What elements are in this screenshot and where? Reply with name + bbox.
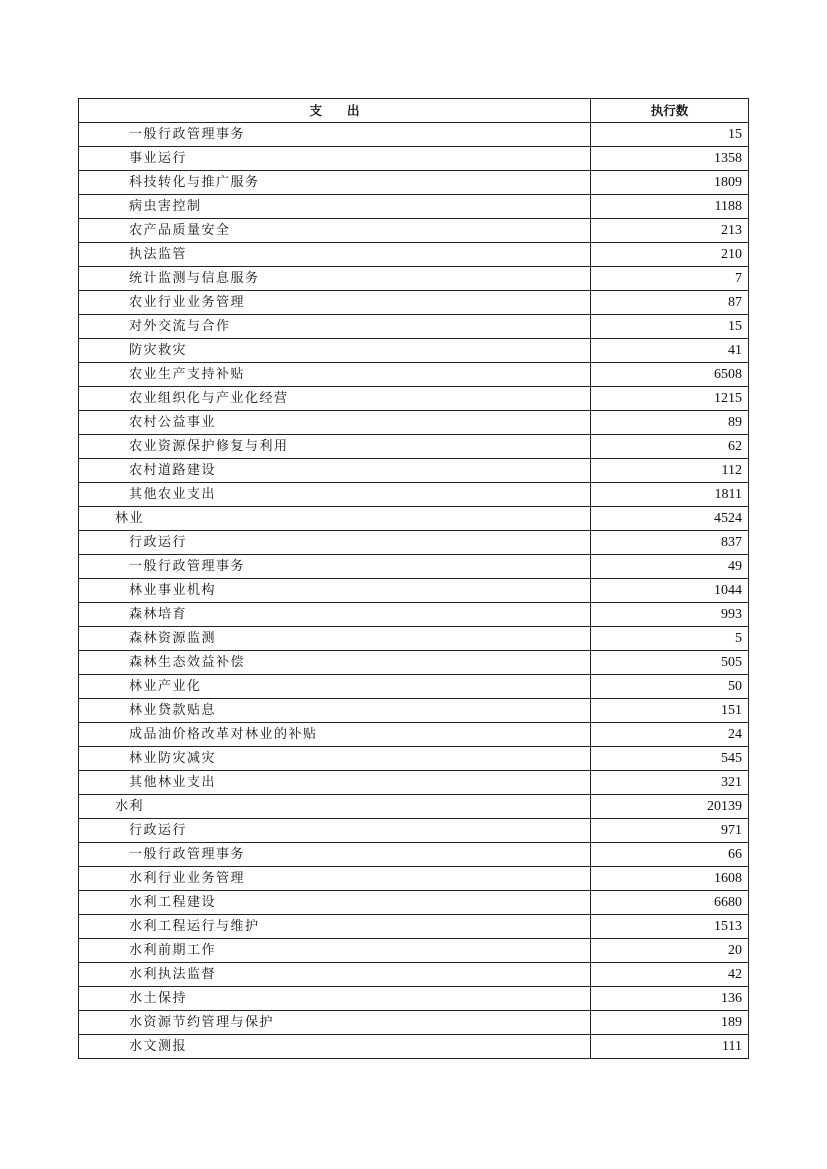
table-row bbox=[79, 891, 749, 915]
table-header-row bbox=[79, 99, 749, 123]
table-row bbox=[79, 699, 749, 723]
row-item-value: 505 bbox=[591, 651, 749, 675]
row-item-value: 213 bbox=[591, 219, 749, 243]
row-item-value: 1608 bbox=[591, 867, 749, 891]
row-item-value: 7 bbox=[591, 267, 749, 291]
table-row bbox=[79, 987, 749, 1011]
row-item-value: 66 bbox=[591, 843, 749, 867]
table-row bbox=[79, 795, 749, 819]
row-item-name: 林业产业化 bbox=[79, 675, 591, 699]
row-item-name: 森林培育 bbox=[79, 603, 591, 627]
row-item-value: 993 bbox=[591, 603, 749, 627]
row-item-name: 农产品质量安全 bbox=[79, 219, 591, 243]
header-expenditure: 支 出 bbox=[79, 99, 591, 123]
row-item-value: 136 bbox=[591, 987, 749, 1011]
row-item-value: 4524 bbox=[591, 507, 749, 531]
table-row bbox=[79, 363, 749, 387]
table-row bbox=[79, 339, 749, 363]
table-row bbox=[79, 195, 749, 219]
row-item-value: 50 bbox=[591, 675, 749, 699]
table-row bbox=[79, 819, 749, 843]
row-item-value: 837 bbox=[591, 531, 749, 555]
row-item-name: 水利前期工作 bbox=[79, 939, 591, 963]
table-row bbox=[79, 483, 749, 507]
row-item-name: 农业资源保护修复与利用 bbox=[79, 435, 591, 459]
row-item-value: 151 bbox=[591, 699, 749, 723]
table-row bbox=[79, 147, 749, 171]
row-item-value: 6508 bbox=[591, 363, 749, 387]
row-item-value: 41 bbox=[591, 339, 749, 363]
row-item-name: 水利 bbox=[79, 795, 591, 819]
row-item-value: 1809 bbox=[591, 171, 749, 195]
table-row bbox=[79, 771, 749, 795]
row-item-name: 水土保持 bbox=[79, 987, 591, 1011]
row-item-name: 农业生产支持补贴 bbox=[79, 363, 591, 387]
row-item-name: 一般行政管理事务 bbox=[79, 843, 591, 867]
row-item-value: 20139 bbox=[591, 795, 749, 819]
row-item-value: 1513 bbox=[591, 915, 749, 939]
row-item-name: 科技转化与推广服务 bbox=[79, 171, 591, 195]
table-row bbox=[79, 171, 749, 195]
table-row bbox=[79, 531, 749, 555]
table-row bbox=[79, 459, 749, 483]
row-item-value: 321 bbox=[591, 771, 749, 795]
table-row bbox=[79, 411, 749, 435]
row-item-name: 统计监测与信息服务 bbox=[79, 267, 591, 291]
table-row bbox=[79, 507, 749, 531]
table-row bbox=[79, 627, 749, 651]
row-item-value: 971 bbox=[591, 819, 749, 843]
row-item-value: 15 bbox=[591, 315, 749, 339]
row-item-value: 1358 bbox=[591, 147, 749, 171]
table-row bbox=[79, 291, 749, 315]
table-row bbox=[79, 1035, 749, 1059]
table-row bbox=[79, 1011, 749, 1035]
table-row bbox=[79, 603, 749, 627]
row-item-name: 林业防灾减灾 bbox=[79, 747, 591, 771]
table-row bbox=[79, 315, 749, 339]
row-item-value: 210 bbox=[591, 243, 749, 267]
row-item-name: 林业事业机构 bbox=[79, 579, 591, 603]
table-body bbox=[79, 123, 749, 1059]
row-item-value: 20 bbox=[591, 939, 749, 963]
table-row bbox=[79, 435, 749, 459]
row-item-value: 112 bbox=[591, 459, 749, 483]
table-row bbox=[79, 267, 749, 291]
table-row bbox=[79, 579, 749, 603]
row-item-value: 42 bbox=[591, 963, 749, 987]
row-item-name: 成品油价格改革对林业的补贴 bbox=[79, 723, 591, 747]
table-row bbox=[79, 747, 749, 771]
row-item-name: 水资源节约管理与保护 bbox=[79, 1011, 591, 1035]
row-item-name: 水利行业业务管理 bbox=[79, 867, 591, 891]
row-item-name: 森林生态效益补偿 bbox=[79, 651, 591, 675]
row-item-name: 一般行政管理事务 bbox=[79, 555, 591, 579]
table-row bbox=[79, 843, 749, 867]
row-item-name: 林业 bbox=[79, 507, 591, 531]
table-row bbox=[79, 243, 749, 267]
row-item-name: 水利执法监督 bbox=[79, 963, 591, 987]
table-row bbox=[79, 723, 749, 747]
table-row bbox=[79, 963, 749, 987]
row-item-name: 执法监管 bbox=[79, 243, 591, 267]
table-row bbox=[79, 867, 749, 891]
row-item-name: 病虫害控制 bbox=[79, 195, 591, 219]
row-item-value: 1215 bbox=[591, 387, 749, 411]
row-item-name: 行政运行 bbox=[79, 819, 591, 843]
row-item-name: 水文测报 bbox=[79, 1035, 591, 1059]
row-item-value: 49 bbox=[591, 555, 749, 579]
row-item-name: 一般行政管理事务 bbox=[79, 123, 591, 147]
row-item-name: 农村公益事业 bbox=[79, 411, 591, 435]
row-item-value: 5 bbox=[591, 627, 749, 651]
row-item-name: 农业组织化与产业化经营 bbox=[79, 387, 591, 411]
row-item-name: 森林资源监测 bbox=[79, 627, 591, 651]
row-item-name: 农业行业业务管理 bbox=[79, 291, 591, 315]
row-item-name: 农村道路建设 bbox=[79, 459, 591, 483]
row-item-name: 其他农业支出 bbox=[79, 483, 591, 507]
row-item-value: 87 bbox=[591, 291, 749, 315]
table-row bbox=[79, 675, 749, 699]
row-item-name: 水利工程建设 bbox=[79, 891, 591, 915]
row-item-name: 防灾救灾 bbox=[79, 339, 591, 363]
row-item-name: 对外交流与合作 bbox=[79, 315, 591, 339]
row-item-name: 水利工程运行与维护 bbox=[79, 915, 591, 939]
table-row bbox=[79, 555, 749, 579]
table-row bbox=[79, 915, 749, 939]
row-item-value: 6680 bbox=[591, 891, 749, 915]
row-item-value: 545 bbox=[591, 747, 749, 771]
row-item-name: 事业运行 bbox=[79, 147, 591, 171]
row-item-value: 189 bbox=[591, 1011, 749, 1035]
expenditure-table-container bbox=[78, 98, 748, 1059]
row-item-name: 其他林业支出 bbox=[79, 771, 591, 795]
table-row bbox=[79, 939, 749, 963]
row-item-value: 62 bbox=[591, 435, 749, 459]
row-item-value: 1811 bbox=[591, 483, 749, 507]
row-item-value: 111 bbox=[591, 1035, 749, 1059]
table-row bbox=[79, 123, 749, 147]
row-item-value: 89 bbox=[591, 411, 749, 435]
table-row bbox=[79, 651, 749, 675]
table-row bbox=[79, 219, 749, 243]
row-item-name: 林业贷款贴息 bbox=[79, 699, 591, 723]
row-item-value: 15 bbox=[591, 123, 749, 147]
row-item-value: 24 bbox=[591, 723, 749, 747]
table-row bbox=[79, 387, 749, 411]
row-item-name: 行政运行 bbox=[79, 531, 591, 555]
header-executed-amount: 执行数 bbox=[591, 99, 749, 123]
expenditure-table bbox=[78, 98, 749, 1059]
row-item-value: 1044 bbox=[591, 579, 749, 603]
row-item-value: 1188 bbox=[591, 195, 749, 219]
